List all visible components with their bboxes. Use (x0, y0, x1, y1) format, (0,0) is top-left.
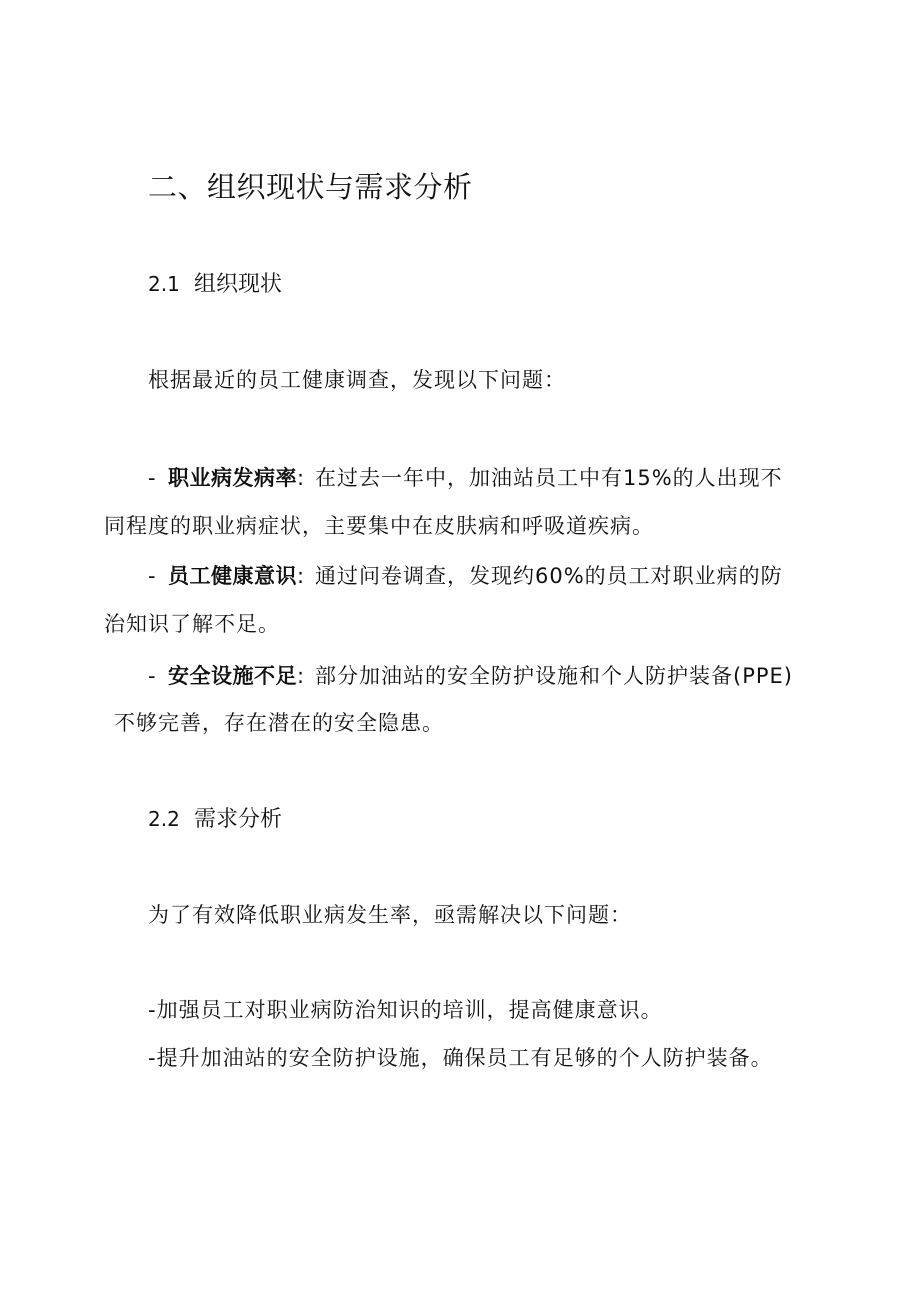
subsection-heading-needs (148, 802, 282, 837)
list-item-line1 (148, 658, 793, 694)
list-item-text: 部分加油站的安全防护设施和个人防护装备(PPE) (315, 664, 793, 688)
list-dash: - (148, 564, 157, 588)
list-item-line2: 同程度的职业病症状，主要集中在皮肤病和呼吸道疾病。 (104, 514, 654, 538)
needs-intro: 为了有效降低职业病发生率，亟需解决以下问题： (148, 903, 632, 927)
list-item-line2: 治知识了解不足。 (104, 612, 280, 636)
needs-item: -加强员工对职业病防治知识的培训，提高健康意识。 (148, 998, 663, 1022)
list-item-line1 (148, 460, 783, 496)
list-colon: : (297, 664, 306, 688)
list-dash: - (148, 466, 157, 490)
current-intro: 根据最近的员工健康调查，发现以下问题： (148, 368, 566, 392)
needs-item: -提升加油站的安全防护设施，确保员工有足够的个人防护装备。 (148, 1046, 773, 1070)
list-item-label: 安全设施不足 (168, 664, 297, 688)
subsection-title: 需求分析 (194, 807, 283, 832)
subsection-heading-current (148, 267, 282, 302)
subsection-number: 2.1 (148, 272, 180, 296)
list-item-text: 在过去一年中，加油站员工中有15%的人出现不 (315, 466, 783, 490)
subsection-number: 2.2 (148, 807, 180, 831)
list-dash: - (148, 664, 157, 688)
list-item-label: 职业病发病率 (168, 466, 297, 490)
list-item-text: 通过问卷调查，发现约60%的员工对职业病的防 (315, 564, 783, 588)
list-item-line1 (148, 558, 783, 594)
list-item-line2: 不够完善，存在潜在的安全隐患。 (114, 711, 444, 735)
list-colon: : (297, 564, 306, 588)
section-title: 二、组织现状与需求分析 (148, 170, 473, 204)
list-item-label: 员工健康意识 (168, 564, 297, 588)
list-colon: : (297, 466, 306, 490)
subsection-title: 组织现状 (194, 272, 283, 297)
